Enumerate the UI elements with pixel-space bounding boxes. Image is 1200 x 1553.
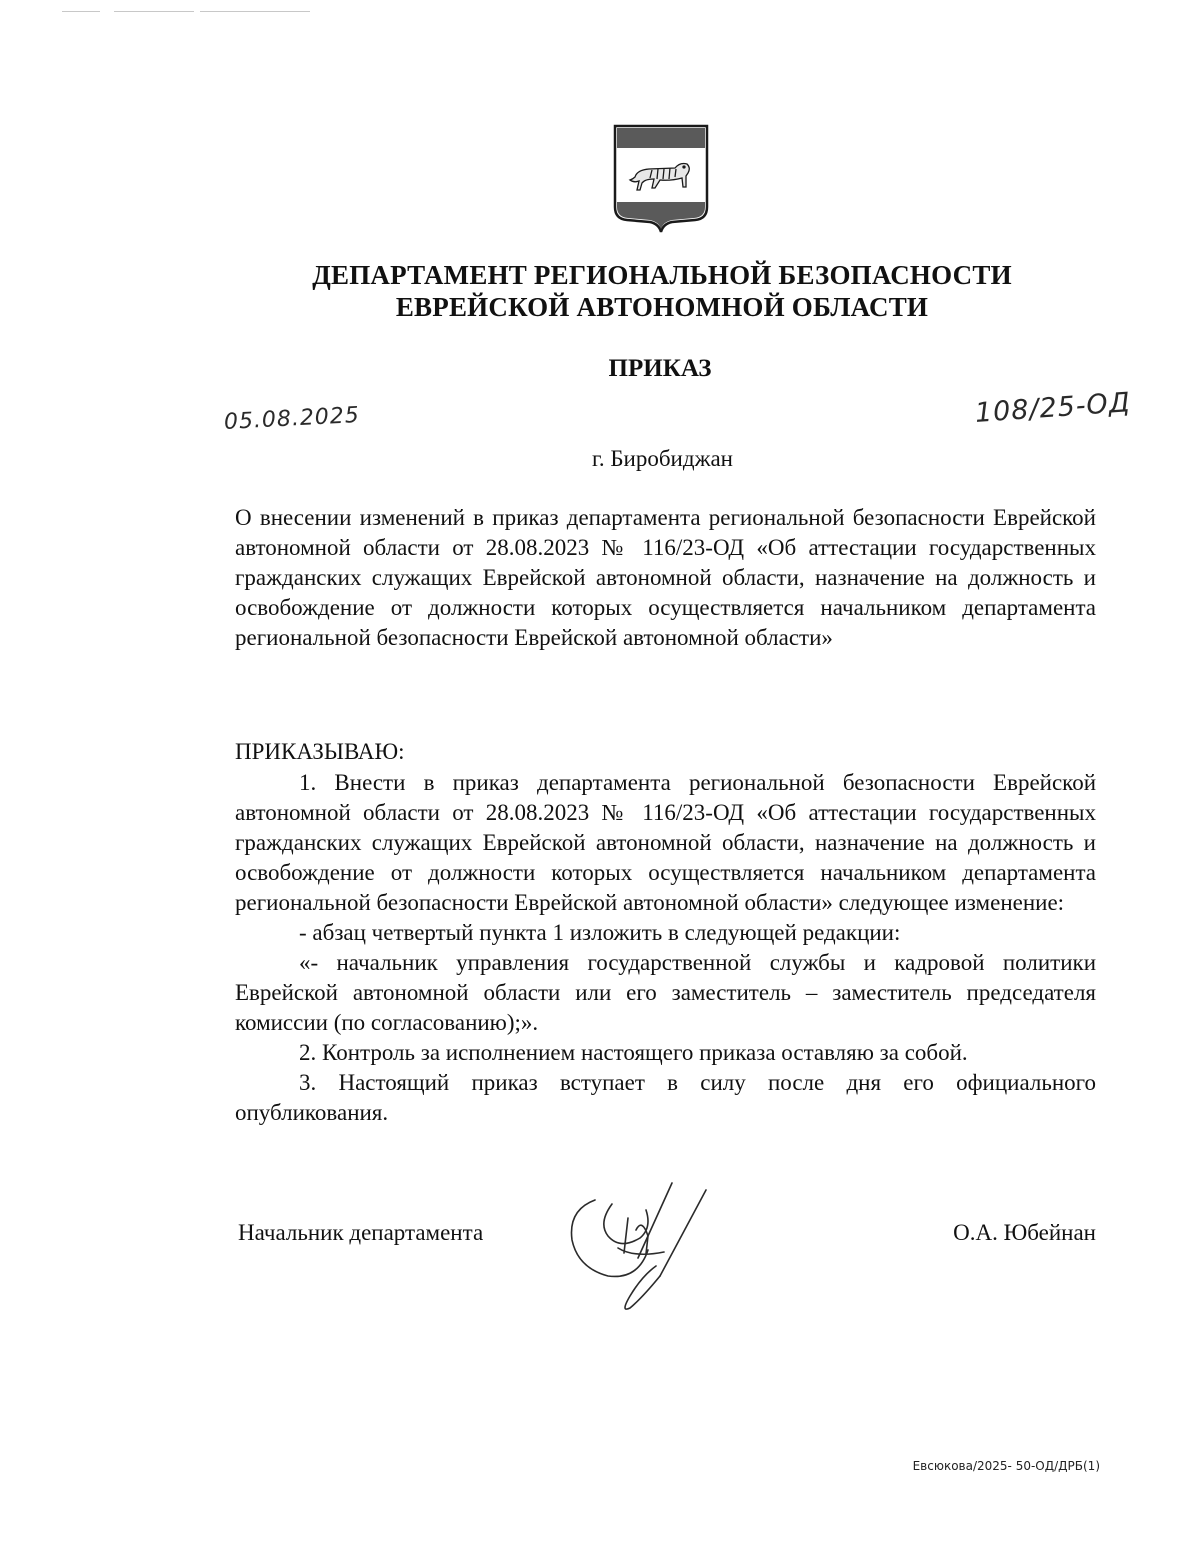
handwritten-signature	[560, 1178, 720, 1313]
department-name-line1: ДЕПАРТАМЕНТ РЕГИОНАЛЬНОЙ БЕЗОПАСНОСТИ	[312, 260, 1012, 290]
order-directive: ПРИКАЗЫВАЮ:	[235, 739, 405, 764]
order-number: 108/25-ОД	[973, 387, 1132, 429]
department-name-line2: ЕВРЕЙСКОЙ АВТОНОМНОЙ ОБЛАСТИ	[395, 292, 929, 322]
paragraph-item-3: 3. Настоящий приказ вступает в силу после дня его официального опубликования.	[235, 1070, 1096, 1125]
paragraph-amendment-text: «- начальник управления государственной службы и кадровой политики Еврейской автономной области или его заместитель – заместитель председателя комиссии (по согласованию);».	[235, 950, 1096, 1035]
document-type-title: ПРИКАЗ	[608, 355, 712, 382]
signer-name: О.А. Юбейнан	[953, 1220, 1096, 1245]
paragraph-amendment-intro: - абзац четвертый пункта 1 изложить в следующей редакции:	[299, 920, 901, 945]
paragraph-item-2: 2. Контроль за исполнением настоящего приказа оставляю за собой.	[299, 1040, 968, 1065]
executor-reference: Евсюкова/2025- 50-ОД/ДРБ(1)	[912, 1459, 1100, 1473]
coat-of-arms-icon	[612, 123, 710, 235]
order-date: 05.08.2025	[223, 402, 361, 435]
order-body	[235, 768, 1096, 1128]
place-of-issue: г. Биробиджан	[592, 446, 733, 471]
signer-position: Начальник департамента	[238, 1220, 484, 1245]
scan-artifact-lines	[62, 11, 312, 13]
order-subject: О внесении изменений в приказ департамента региональной безопасности Еврейской автономной области от 28.08.2023 № 116/23-ОД «Об аттестации государственных гражданских служащих Еврейской автономной области, назначение на должность и освобождение от должности которых осуществляется начальником департамента региональной безопасности Еврейской автономной области»	[235, 505, 1096, 650]
paragraph-item-1: 1. Внести в приказ департамента региональной безопасности Еврейской автономной области от 28.08.2023 № 116/23-ОД «Об аттестации государственных гражданских служащих Еврейской автономной области, назначение на должность и освобождение от должности которых осуществляется начальником департамента региональной безопасности Еврейской автономной области» следующее изменение:	[235, 770, 1096, 915]
